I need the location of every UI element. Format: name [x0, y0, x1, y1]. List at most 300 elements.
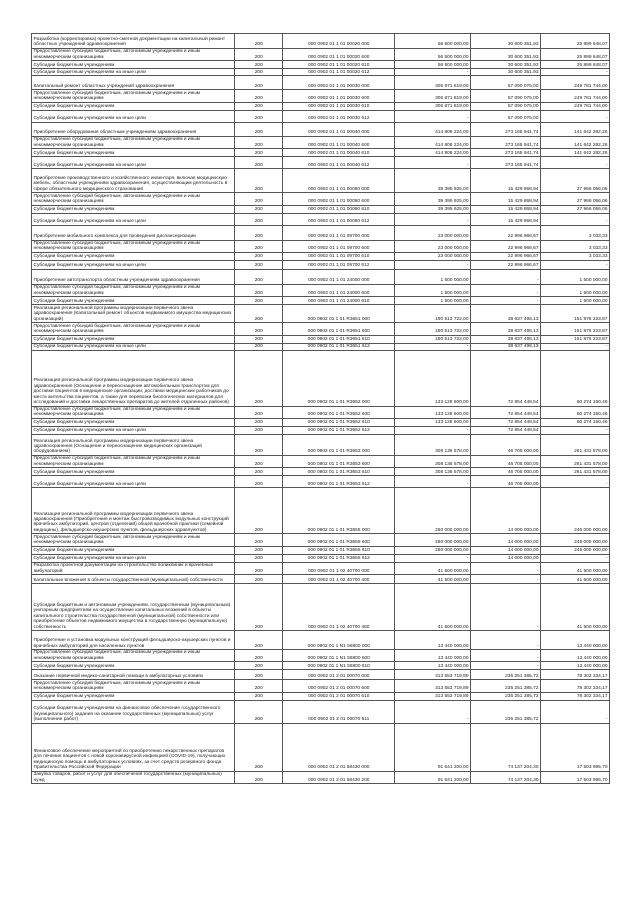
row-name: Приобретение производственного и хозяйственного инвентаря, включая медицинскую мебель, областным учреждениям здравоохранения, осуществляющим деятельность в сфере обязательного медицинского страхования	[32, 169, 235, 193]
row-budget-code: 000 0902 01 1 01 00040 000	[283, 122, 395, 136]
row-admin-code: 200	[235, 205, 283, 213]
table-row	[32, 476, 610, 488]
row-approved-amount: 91 641 200,00	[395, 771, 471, 783]
row-name: Субсидии бюджетным учреждениям	[32, 662, 235, 670]
row-remaining-amount: 25 899 648,07	[541, 34, 610, 49]
table-row	[32, 297, 610, 305]
row-remaining-amount: 261 431 578,00	[541, 455, 610, 467]
row-executed-amount: -	[471, 562, 541, 574]
row-executed-amount: 273 165 941,74	[471, 149, 541, 157]
row-executed-amount: 22 996 966,67	[471, 225, 541, 240]
row-executed-amount: 235 251 385,72	[471, 670, 541, 680]
row-remaining-amount: -	[541, 213, 610, 225]
row-approved-amount: 260 000 000,00	[395, 534, 471, 546]
row-executed-amount: 15 429 868,94	[471, 193, 541, 205]
table-row	[32, 69, 610, 76]
row-approved-amount: -	[395, 700, 471, 723]
row-budget-code: 000 0902 01 1 01 00060 600	[283, 193, 395, 205]
row-executed-amount: 273 165 941,74	[471, 122, 541, 136]
row-approved-amount: 41 500 000,00	[395, 575, 471, 584]
table-row	[32, 562, 610, 574]
row-executed-amount: -	[471, 284, 541, 296]
row-budget-code: 000 0902 01 1 01 00040 600	[283, 136, 395, 148]
row-approved-amount: 133 128 600,00	[395, 350, 471, 406]
row-name: Предоставление субсидий бюджетным, автономным учреждениям и иным некоммерческим организациям	[32, 284, 235, 296]
row-admin-code: 200	[235, 476, 283, 488]
row-budget-code: 000 0902 01 1 02 40700 400	[283, 575, 395, 584]
row-remaining-amount: 246 000 000,00	[541, 534, 610, 546]
table-row	[32, 102, 610, 110]
row-budget-code: 000 0902 01 2 01 58430 200	[283, 771, 395, 783]
row-executed-amount: 46 705 000,00	[471, 476, 541, 488]
row-remaining-amount: 41 500 000,00	[541, 575, 610, 584]
row-approved-amount: 313 553 719,89	[395, 692, 471, 700]
row-approved-amount: 1 500 000,00	[395, 284, 471, 296]
table-row	[32, 455, 610, 467]
row-admin-code: 200	[235, 468, 283, 476]
row-budget-code: 000 0902 01 1 01 R3653 600	[283, 455, 395, 467]
row-name: Субсидии бюджетным учреждениям	[32, 692, 235, 700]
row-remaining-amount: -	[541, 426, 610, 434]
row-remaining-amount: 1 500 000,00	[541, 297, 610, 305]
table-row	[32, 575, 610, 584]
row-budget-code: 000 0902 01 1 01 00020 600	[283, 49, 395, 61]
row-remaining-amount: 27 966 056,06	[541, 169, 610, 193]
row-executed-amount: 22 996 966,67	[471, 252, 541, 260]
table-body	[32, 34, 610, 784]
row-approved-amount: -	[395, 554, 471, 562]
table-row	[32, 157, 610, 169]
row-name: Субсидии бюджетным учреждениям	[32, 102, 235, 110]
row-budget-code: 000 0902 01 1 01 00030 600	[283, 90, 395, 102]
row-remaining-amount: 249 781 744,00	[541, 90, 610, 102]
row-remaining-amount: -	[541, 700, 610, 723]
row-admin-code: 200	[235, 284, 283, 296]
row-name: Субсидии бюджетным учреждениям на иные цели	[32, 426, 235, 434]
row-name: Предоставление субсидий бюджетным, автономным учреждениям и иным некоммерческим организациям	[32, 49, 235, 61]
row-executed-amount: 57 090 075,00	[471, 102, 541, 110]
row-budget-code: 000 0902 01 1 01 00060 610	[283, 205, 395, 213]
budget-execution-table	[31, 33, 610, 784]
row-admin-code: 200	[235, 554, 283, 562]
table-row	[32, 260, 610, 269]
row-budget-code: 000 0902 01 1 01 R3652 612	[283, 426, 395, 434]
row-admin-code: 200	[235, 49, 283, 61]
row-approved-amount: 39 395 925,00	[395, 205, 471, 213]
row-remaining-amount: 60 274 150,46	[541, 406, 610, 418]
row-admin-code: 200	[235, 90, 283, 102]
row-remaining-amount: 27 966 056,06	[541, 193, 610, 205]
row-budget-code: 000 0902 01 1 01 24000 000	[283, 269, 395, 284]
row-executed-amount: 14 000 000,00	[471, 488, 541, 534]
row-budget-code: 000 0902 01 1 01 00060 612	[283, 213, 395, 225]
row-approved-amount: 56 500 000,00	[395, 34, 471, 49]
row-approved-amount: 39 395 925,00	[395, 169, 471, 193]
row-name: Субсидии бюджетным учреждениям	[32, 418, 235, 426]
row-executed-amount: 57 090 075,00	[471, 76, 541, 90]
row-remaining-amount: -	[541, 476, 610, 488]
row-name: Разработка (корректировка) проектно-сметной документации на капитальный ремонт областных учреждений здравоохранения	[32, 34, 235, 49]
row-admin-code: 200	[235, 193, 283, 205]
row-remaining-amount: 41 500 000,00	[541, 584, 610, 631]
row-name: Предоставление субсидий бюджетным, автономным учреждениям и иным некоммерческим организациям	[32, 240, 235, 252]
row-executed-amount: 38 637 498,13	[471, 323, 541, 335]
row-remaining-amount: 141 642 282,26	[541, 136, 610, 148]
row-name: Предоставление субсидий бюджетным, автономным учреждениям и иным некоммерческим организациям	[32, 406, 235, 418]
row-name: Приобретение и установка модульных конструкций фельдшерско-акушерских пунктов и врачебных амбулаторий для населенных пунктов	[32, 631, 235, 650]
row-remaining-amount: 13 440 000,00	[541, 662, 610, 670]
row-approved-amount: 133 128 600,00	[395, 418, 471, 426]
row-budget-code: 000 0902 01 1 01 R3651 610	[283, 335, 395, 343]
row-budget-code: 000 0902 01 1 N1 56800 000	[283, 631, 395, 650]
row-name: Предоставление субсидий бюджетным, автономным учреждениям и иным некоммерческим организациям	[32, 680, 235, 692]
row-name: Субсидии бюджетным учреждениям	[32, 546, 235, 554]
row-approved-amount: 13 440 000,00	[395, 650, 471, 662]
table-row	[32, 584, 610, 631]
row-name: Капитальные вложения в объекты государственной (муниципальной) собственности	[32, 575, 235, 584]
row-admin-code: 200	[235, 575, 283, 584]
row-budget-code: 000 0902 01 1 01 R3653 000	[283, 434, 395, 455]
table-row	[32, 534, 610, 546]
row-remaining-amount: 141 642 282,26	[541, 149, 610, 157]
row-executed-amount: 38 637 498,13	[471, 343, 541, 350]
row-admin-code: 200	[235, 102, 283, 110]
row-admin-code: 200	[235, 692, 283, 700]
table-row	[32, 650, 610, 662]
row-admin-code: 200	[235, 335, 283, 343]
row-executed-amount: 38 637 498,13	[471, 305, 541, 323]
row-name: Субсидии бюджетным учреждениям	[32, 335, 235, 343]
row-admin-code: 200	[235, 69, 283, 76]
row-name: Оказание первичной медико-санитарной помощи в амбулаторных условиях	[32, 670, 235, 680]
row-executed-amount: 273 165 941,74	[471, 157, 541, 169]
table-row	[32, 269, 610, 284]
row-budget-code: 000 0902 01 1 01 00030 610	[283, 102, 395, 110]
row-name: Предоставление субсидий бюджетным, автономным учреждениям и иным некоммерческим организациям	[32, 136, 235, 148]
row-remaining-amount: -	[541, 157, 610, 169]
row-admin-code: 200	[235, 34, 283, 49]
table-row	[32, 240, 610, 252]
table-row	[32, 122, 610, 136]
row-executed-amount: 235 251 385,72	[471, 700, 541, 723]
table-row	[32, 213, 610, 225]
row-remaining-amount: 25 899 648,07	[541, 49, 610, 61]
row-approved-amount: 23 000 000,00	[395, 225, 471, 240]
row-name: Капитальный ремонт областных учреждений здравоохранения	[32, 76, 235, 90]
row-approved-amount: 91 641 200,00	[395, 723, 471, 771]
table-row	[32, 692, 610, 700]
row-approved-amount: -	[395, 213, 471, 225]
row-name: Реализация региональной программы модернизации первичного звена здравоохранения (Оснащение и переоснащение медицинских организаций оборудованием)	[32, 434, 235, 455]
row-remaining-amount: 60 274 150,46	[541, 350, 610, 406]
row-budget-code: 000 0902 01 1 02 40700 460	[283, 584, 395, 631]
row-admin-code: 200	[235, 723, 283, 771]
row-admin-code: 200	[235, 269, 283, 284]
row-executed-amount: 57 090 075,00	[471, 110, 541, 122]
table-row	[32, 426, 610, 434]
row-remaining-amount: 78 302 334,17	[541, 670, 610, 680]
row-budget-code: 000 0902 01 1 01 09700 610	[283, 252, 395, 260]
row-remaining-amount: 261 431 578,00	[541, 434, 610, 455]
row-approved-amount: 56 500 000,00	[395, 49, 471, 61]
row-name: Приобретение оборудования областным учреждениям здравоохранения	[32, 122, 235, 136]
row-admin-code: 200	[235, 136, 283, 148]
row-budget-code: 000 0902 01 1 02 40700 000	[283, 562, 395, 574]
row-executed-amount: 15 429 868,94	[471, 213, 541, 225]
row-remaining-amount: -	[541, 343, 610, 350]
row-approved-amount: 414 808 224,00	[395, 149, 471, 157]
row-admin-code: 200	[235, 631, 283, 650]
row-budget-code: 000 0902 01 2 01 58430 000	[283, 723, 395, 771]
row-approved-amount: 39 395 925,00	[395, 193, 471, 205]
row-admin-code: 200	[235, 169, 283, 193]
row-executed-amount: 46 705 000,00	[471, 455, 541, 467]
table-row	[32, 406, 610, 418]
row-name: Субсидии бюджетным учреждениям	[32, 61, 235, 69]
row-remaining-amount: 151 876 223,87	[541, 323, 610, 335]
row-admin-code: 200	[235, 323, 283, 335]
row-name: Предоставление субсидий бюджетным, автономным учреждениям и иным некоммерческим организациям	[32, 193, 235, 205]
row-budget-code: 000 0902 01 1 01 R3651 612	[283, 343, 395, 350]
row-executed-amount: -	[471, 297, 541, 305]
row-approved-amount: 23 000 000,00	[395, 240, 471, 252]
row-budget-code: 000 0902 01 1 01 R3655 600	[283, 534, 395, 546]
row-remaining-amount: -	[541, 554, 610, 562]
row-approved-amount: 308 136 578,00	[395, 434, 471, 455]
row-approved-amount: 23 000 000,00	[395, 252, 471, 260]
row-admin-code: 200	[235, 240, 283, 252]
row-budget-code: 000 0902 01 1 01 00020 612	[283, 69, 395, 76]
row-approved-amount: -	[395, 260, 471, 269]
row-admin-code: 200	[235, 343, 283, 350]
row-executed-amount: 30 600 351,93	[471, 34, 541, 49]
row-admin-code: 200	[235, 122, 283, 136]
row-approved-amount: 56 500 000,00	[395, 61, 471, 69]
row-approved-amount: 41 500 000,00	[395, 562, 471, 574]
row-remaining-amount: 261 431 578,00	[541, 468, 610, 476]
row-remaining-amount: 1 500 000,00	[541, 284, 610, 296]
row-approved-amount: 260 000 000,00	[395, 488, 471, 534]
row-name: Закупка товаров, работ и услуг для обеспечения государственных (муниципальных) нужд	[32, 771, 235, 783]
row-budget-code: 000 0902 01 1 01 09700 000	[283, 225, 395, 240]
row-budget-code: 000 0902 01 1 01 R3653 612	[283, 476, 395, 488]
row-budget-code: 000 0902 01 1 N1 56800 610	[283, 662, 395, 670]
row-budget-code: 000 0902 01 2 01 00070 600	[283, 680, 395, 692]
row-remaining-amount: 78 302 334,17	[541, 692, 610, 700]
row-approved-amount: -	[395, 69, 471, 76]
row-remaining-amount: 27 966 056,06	[541, 205, 610, 213]
row-budget-code: 000 0902 01 1 01 00030 000	[283, 76, 395, 90]
row-admin-code: 200	[235, 252, 283, 260]
row-name: Субсидии бюджетным учреждениям	[32, 149, 235, 157]
row-approved-amount: 313 553 719,89	[395, 680, 471, 692]
table-row	[32, 418, 610, 426]
row-name: Реализация региональной программы модернизации первичного звена здравоохранения (Капитальный ремонт объектов недвижимого имущества медицинских организаций)	[32, 305, 235, 323]
row-remaining-amount: 3 033,33	[541, 240, 610, 252]
row-budget-code: 000 0902 01 1 01 00030 612	[283, 110, 395, 122]
row-remaining-amount: 17 503 995,70	[541, 723, 610, 771]
row-remaining-amount: 246 000 000,00	[541, 488, 610, 534]
row-executed-amount: 72 854 449,54	[471, 426, 541, 434]
row-admin-code: 200	[235, 213, 283, 225]
row-name: Субсидии бюджетным учреждениям на иные цели	[32, 213, 235, 225]
row-name: Предоставление субсидий бюджетным, автономным учреждениям и иным некоммерческим организациям	[32, 534, 235, 546]
table-row	[32, 468, 610, 476]
row-approved-amount: 313 553 719,89	[395, 670, 471, 680]
row-name: Субсидии бюджетным учреждениям	[32, 297, 235, 305]
row-executed-amount: 57 090 075,00	[471, 90, 541, 102]
table-row	[32, 723, 610, 771]
row-budget-code: 000 0902 01 1 01 R3655 610	[283, 546, 395, 554]
row-executed-amount: 30 600 351,93	[471, 69, 541, 76]
table-row	[32, 662, 610, 670]
table-row	[32, 205, 610, 213]
row-budget-code: 000 0902 01 1 01 R3655 612	[283, 554, 395, 562]
table-row	[32, 670, 610, 680]
row-executed-amount: 74 137 204,30	[471, 771, 541, 783]
row-admin-code: 200	[235, 426, 283, 434]
row-remaining-amount: 1 500 000,00	[541, 269, 610, 284]
row-remaining-amount: 41 500 000,00	[541, 562, 610, 574]
row-admin-code: 200	[235, 584, 283, 631]
row-remaining-amount: -	[541, 69, 610, 76]
row-executed-amount: 46 705 000,00	[471, 434, 541, 455]
row-admin-code: 200	[235, 680, 283, 692]
row-remaining-amount: 141 642 282,26	[541, 122, 610, 136]
row-executed-amount: 14 000 000,00	[471, 546, 541, 554]
table-row	[32, 771, 610, 783]
row-name: Субсидии бюджетным учреждениям на иные цели	[32, 343, 235, 350]
row-approved-amount: 13 440 000,00	[395, 662, 471, 670]
row-budget-code: 000 0902 01 1 01 00020 610	[283, 61, 395, 69]
row-executed-amount: -	[471, 662, 541, 670]
row-budget-code: 000 0902 01 1 01 R3655 000	[283, 488, 395, 534]
row-admin-code: 200	[235, 406, 283, 418]
row-remaining-amount: 25 899 648,07	[541, 61, 610, 69]
row-name: Субсидии бюджетным учреждениям	[32, 468, 235, 476]
row-remaining-amount: -	[541, 110, 610, 122]
table-row	[32, 76, 610, 90]
row-admin-code: 200	[235, 546, 283, 554]
row-admin-code: 200	[235, 305, 283, 323]
table-row	[32, 136, 610, 148]
row-executed-amount: 22 996 966,67	[471, 240, 541, 252]
row-name: Субсидии бюджетным учреждениям на иные цели	[32, 110, 235, 122]
table-row	[32, 554, 610, 562]
row-remaining-amount: 151 876 223,87	[541, 305, 610, 323]
table-row	[32, 149, 610, 157]
row-approved-amount: 190 513 722,00	[395, 323, 471, 335]
row-admin-code: 200	[235, 418, 283, 426]
table-row	[32, 61, 610, 69]
row-name: Субсидии бюджетным учреждениям	[32, 252, 235, 260]
row-remaining-amount: 60 274 150,46	[541, 418, 610, 426]
row-approved-amount: -	[395, 157, 471, 169]
row-budget-code: 000 0902 01 1 01 R3653 610	[283, 468, 395, 476]
row-approved-amount: -	[395, 426, 471, 434]
table-row	[32, 169, 610, 193]
row-admin-code: 200	[235, 260, 283, 269]
row-approved-amount: 1 500 000,00	[395, 269, 471, 284]
row-approved-amount: 190 513 722,00	[395, 305, 471, 323]
row-approved-amount: 13 440 000,00	[395, 631, 471, 650]
row-remaining-amount: -	[541, 260, 610, 269]
row-executed-amount: -	[471, 269, 541, 284]
row-name: Финансовое обеспечение мероприятий по приобретению лекарственных препаратов для лечения пациентов с новой коронавирусной инфекцией (COVID-19), получающих медицинскую помощь в амбулаторных условиях, за счет средств резервного фонда Правительства Российской Федерации	[32, 723, 235, 771]
row-approved-amount: 306 871 819,00	[395, 76, 471, 90]
row-executed-amount: 14 000 000,00	[471, 534, 541, 546]
row-admin-code: 200	[235, 771, 283, 783]
row-budget-code: 000 0902 01 1 N1 56800 600	[283, 650, 395, 662]
table-row	[32, 90, 610, 102]
row-admin-code: 200	[235, 149, 283, 157]
row-budget-code: 000 0902 01 1 01 09700 600	[283, 240, 395, 252]
row-name: Предоставление субсидий бюджетным, автономным учреждениям и иным некоммерческим организациям	[32, 323, 235, 335]
row-name: Реализация региональной программы модернизации первичного звена здравоохранения (Приобретение и монтаж быстровозводимых модульных конструкций врачебных амбулаторий, центров (отделений) общей врачебной практики (семейной медицины), фельдшерско-акушерских пунктов, фельдшерских здравпунктов)	[32, 488, 235, 534]
table-row	[32, 284, 610, 296]
row-remaining-amount: 13 440 000,00	[541, 650, 610, 662]
row-budget-code: 000 0902 01 1 01 00060 000	[283, 169, 395, 193]
table-row	[32, 110, 610, 122]
table-row	[32, 700, 610, 723]
table-row	[32, 335, 610, 343]
row-executed-amount: 72 854 449,54	[471, 418, 541, 426]
row-budget-code: 000 0902 01 1 01 R3651 600	[283, 323, 395, 335]
table-row	[32, 434, 610, 455]
table-row	[32, 631, 610, 650]
table-row	[32, 49, 610, 61]
row-admin-code: 200	[235, 455, 283, 467]
row-approved-amount: 414 808 224,00	[395, 136, 471, 148]
row-admin-code: 200	[235, 434, 283, 455]
row-remaining-amount: 3 033,33	[541, 225, 610, 240]
row-name: Субсидии бюджетным учреждениям	[32, 205, 235, 213]
row-remaining-amount: 249 781 744,00	[541, 102, 610, 110]
row-budget-code: 000 0902 01 1 01 R3652 000	[283, 350, 395, 406]
row-name: Предоставление субсидий бюджетным, автономным учреждениям и иным некоммерческим организациям	[32, 650, 235, 662]
row-executed-amount: -	[471, 584, 541, 631]
row-remaining-amount: 151 876 223,87	[541, 335, 610, 343]
row-name: Приобретение мобильного комплекса для проведения диспансеризации	[32, 225, 235, 240]
row-budget-code: 000 0902 01 1 01 00040 610	[283, 149, 395, 157]
row-approved-amount: 260 000 000,00	[395, 546, 471, 554]
row-budget-code: 000 0902 01 1 01 24000 610	[283, 297, 395, 305]
row-admin-code: 200	[235, 700, 283, 723]
row-executed-amount: 14 000 000,00	[471, 554, 541, 562]
row-approved-amount: -	[395, 110, 471, 122]
row-approved-amount: 306 871 819,00	[395, 102, 471, 110]
table-row	[32, 305, 610, 323]
row-approved-amount: -	[395, 476, 471, 488]
row-admin-code: 200	[235, 650, 283, 662]
row-budget-code: 000 0902 01 2 01 00070 610	[283, 692, 395, 700]
row-executed-amount: 273 165 941,74	[471, 136, 541, 148]
row-approved-amount: 190 513 722,00	[395, 335, 471, 343]
table-row	[32, 350, 610, 406]
row-budget-code: 000 0902 01 1 01 R3652 600	[283, 406, 395, 418]
row-name: Субсидии бюджетным учреждениям на иные цели	[32, 157, 235, 169]
row-name: Приобретение автотранспорта областным учреждениям здравоохранения	[32, 269, 235, 284]
table-row	[32, 225, 610, 240]
row-approved-amount: 1 500 000,00	[395, 297, 471, 305]
table-row	[32, 323, 610, 335]
row-admin-code: 200	[235, 534, 283, 546]
row-admin-code: 200	[235, 110, 283, 122]
table-row	[32, 546, 610, 554]
row-name: Предоставление субсидий бюджетным, автономным учреждениям и иным некоммерческим организациям	[32, 90, 235, 102]
row-admin-code: 200	[235, 562, 283, 574]
row-approved-amount: 306 871 819,00	[395, 90, 471, 102]
